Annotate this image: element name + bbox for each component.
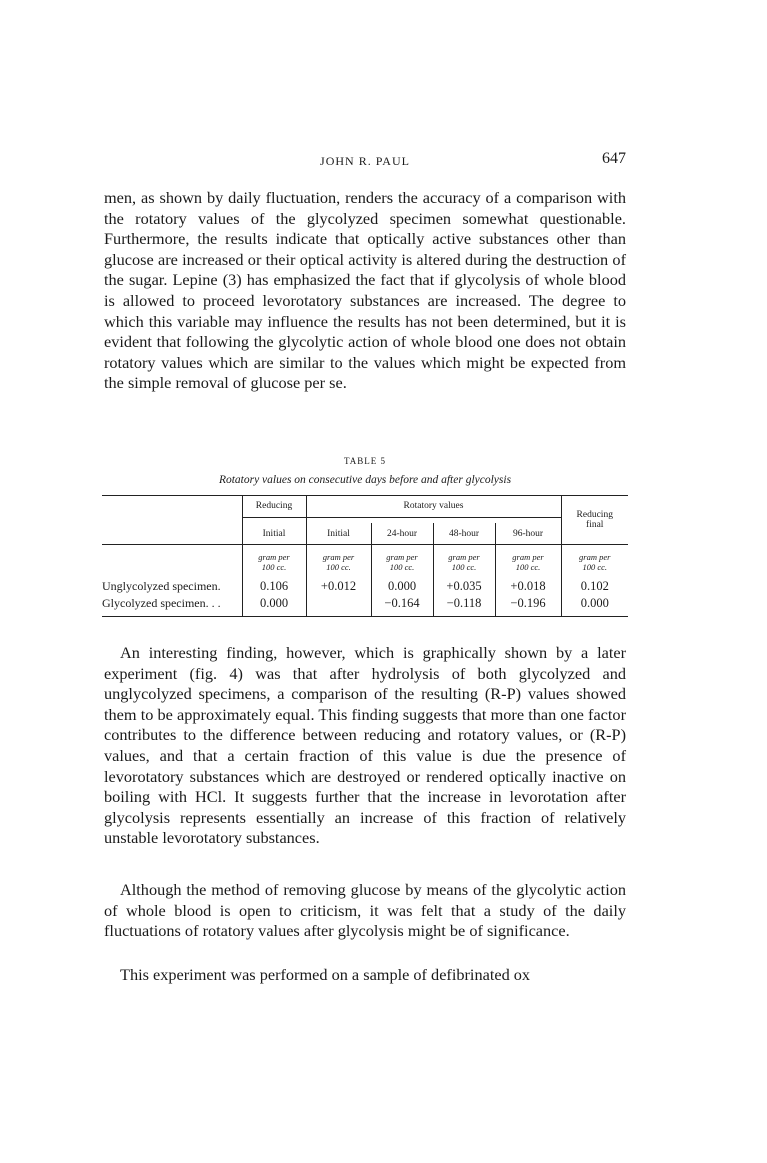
- paragraph-3: Although the method of removing glucose by means of the glycolytic action of whole blood is open to criticism, it was felt that a study of the daily fluctuations of rotatory values after glycolysis might be of significance.: [104, 880, 626, 941]
- cell-rotatory-initial: +0.012: [306, 578, 371, 595]
- row-label: Unglycolyzed specimen.: [102, 579, 221, 593]
- unit-cell: gram per 100 cc.: [561, 545, 628, 579]
- paragraph-2: An interesting finding, however, which is graphically shown by a later experiment (fig. 4) was that after hydrolysis of both glycolyzed and unglycolyzed specimens, a comparison of the resulting (R-P) values showed them to be approximately equal. This finding suggests that more than one factor contributes to the difference between reducing and rotatory values, or (R-P) values, and that a certain fraction of this value is due the presence of levorotatory substances which are destroyed or rendered optically inactive on boiling with HCl. It suggests further that the increase in levorotation after glycolysis represents essentially an increase of this fraction of relatively unstable levorotatory substances.: [104, 643, 626, 848]
- running-header: [104, 150, 626, 172]
- reducing-group-header: Reducing: [243, 501, 306, 518]
- table-caption: Rotatory values on consecutive days before and after glycolysis: [218, 474, 512, 486]
- cell-48-hour: +0.035: [433, 578, 495, 595]
- cell-24-hour: −0.164: [371, 595, 433, 617]
- cell-reducing-final: 0.000: [561, 595, 628, 617]
- page-number: 647: [602, 150, 626, 167]
- table-label: TABLE 5: [343, 456, 387, 466]
- cell-48-hour: −0.118: [433, 595, 495, 617]
- table-row: [102, 595, 628, 617]
- cell-reducing-initial: 0.000: [242, 595, 306, 617]
- unit-cell: gram per 100 cc.: [495, 545, 561, 579]
- paragraph-4: This experiment was performed on a sample of defibrinated ox: [120, 965, 531, 984]
- unit-cell: gram per 100 cc.: [433, 545, 495, 579]
- col-header-48-hour: 48-hour: [433, 523, 495, 545]
- reducing-final-line1: Reducing: [576, 510, 613, 520]
- col-header-reducing-initial: Initial: [242, 523, 306, 545]
- col-header-rotatory-initial: Initial: [306, 523, 371, 545]
- rotatory-values-table: [102, 495, 628, 617]
- reducing-final-header: [561, 496, 628, 545]
- paragraph-1: men, as shown by daily fluctuation, renders the accuracy of a comparison with the rotatory values of the glycolyzed specimen somewhat questionable. Furthermore, the results indicate that optically active substances other than glucose are increased or their optical activity is altered during the destruction of the sugar. Lepine (3) has emphasized the fact that if glycolysis of whole blood is allowed to proceed levorotatory substances are increased. The degree to which this variable may influence the results has not been determined, but it is evident that following the glycolytic action of whole blood one does not obtain rotatory values which are similar to the values which might be expected from the simple removal of glucose per se.: [104, 188, 626, 393]
- col-header-24-hour: 24-hour: [371, 523, 433, 545]
- row-label: Glycolyzed specimen. . .: [102, 595, 242, 617]
- cell-96-hour: −0.196: [495, 595, 561, 617]
- unit-cell: gram per 100 cc.: [306, 545, 371, 579]
- reducing-final-line2: final: [586, 520, 604, 530]
- stub-header: [102, 496, 242, 524]
- unit-cell: gram per 100 cc.: [242, 545, 306, 579]
- cell-96-hour: +0.018: [495, 578, 561, 595]
- cell-rotatory-initial: [306, 595, 371, 617]
- table-row: [102, 578, 628, 595]
- running-head-author: JOHN R. PAUL: [320, 154, 410, 168]
- rotatory-values-group-header: Rotatory values: [307, 501, 561, 518]
- cell-reducing-initial: 0.106: [242, 578, 306, 595]
- col-header-96-hour: 96-hour: [495, 523, 561, 545]
- cell-reducing-final: 0.102: [561, 578, 628, 595]
- units-row: [102, 545, 628, 579]
- cell-24-hour: 0.000: [371, 578, 433, 595]
- unit-cell: gram per 100 cc.: [371, 545, 433, 579]
